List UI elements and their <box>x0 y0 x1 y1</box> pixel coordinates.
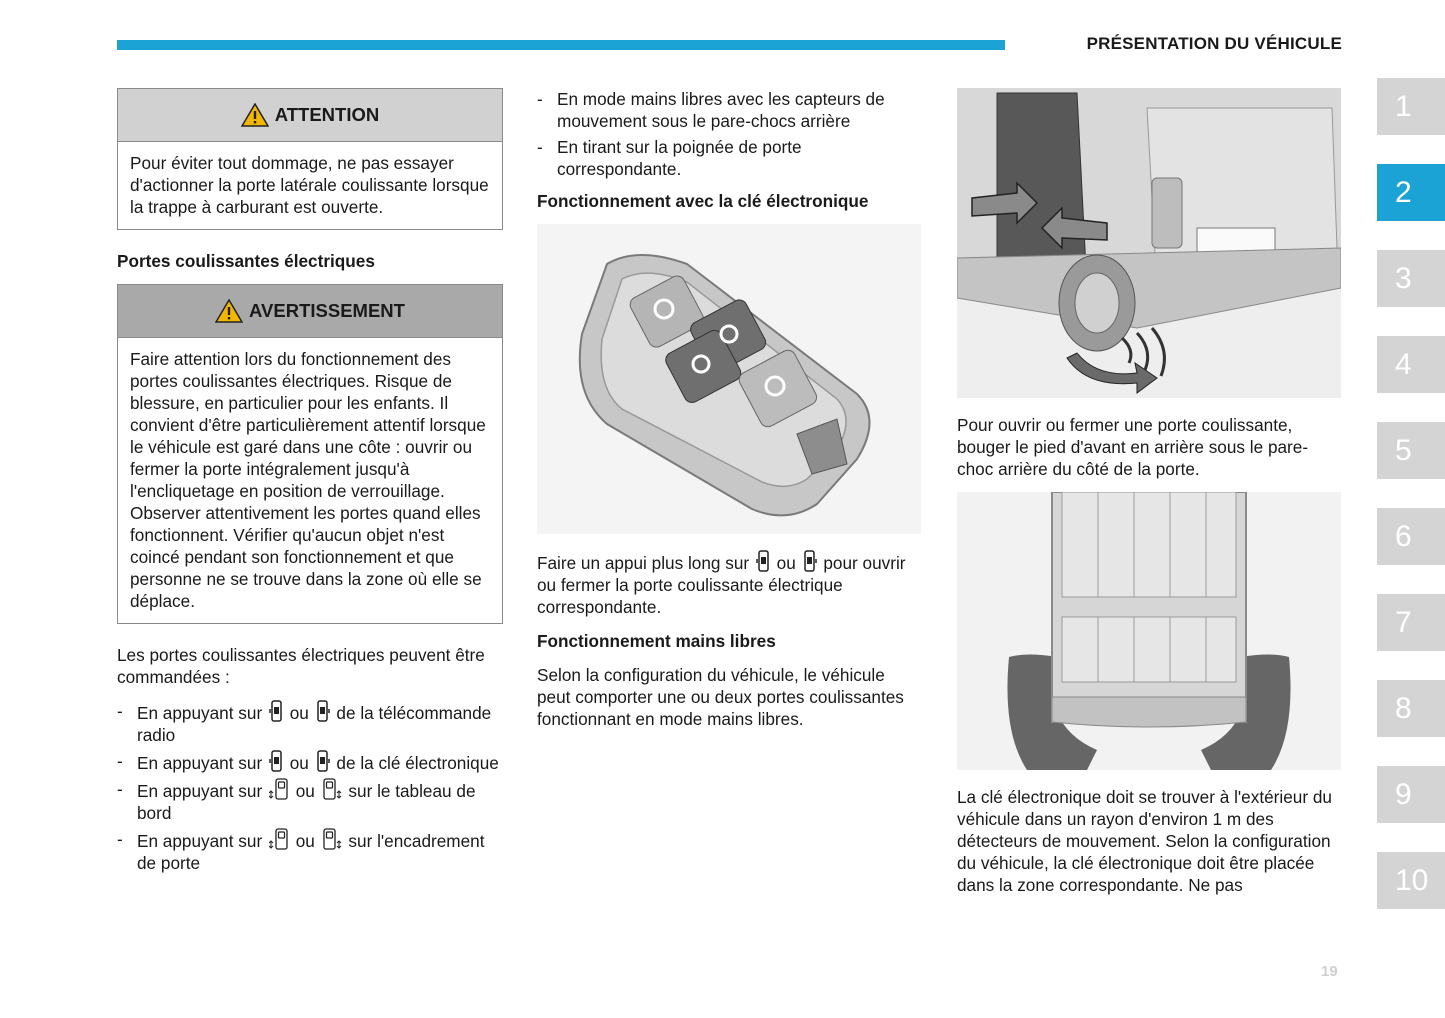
attention-title: ATTENTION <box>274 104 380 125</box>
chapter-tab-4[interactable]: 4 <box>1377 336 1445 393</box>
right-sliding-door-switch-icon <box>322 778 342 800</box>
attention-box <box>117 88 503 230</box>
chapter-tab-1[interactable]: 1 <box>1377 78 1445 135</box>
warning-text: Faire attention lors du fonctionnement des portes coulissantes électriques. Risque de blessure, en particulier pour les enfants. Il convient d'être particulièrement attentif lorsque le véhicule est garé dans une côte : ouvrir ou fermer la porte intégralement jusqu'à l'encliquetage en position de verrouillage. Observer attentivement les portes quand elles fonctionnent. Vérifier qu'aucun objet n'est coincé pendant son fonctionnement et que personne ne se trouve dans la zone où elle se déplace. <box>130 349 486 611</box>
right-sliding-door-switch-icon <box>322 828 342 850</box>
list-item-text: de la télécommande radio <box>137 703 492 745</box>
attention-text: Pour éviter tout dommage, ne pas essayer d'actionner la porte latérale coulissante lorsque la trappe à carburant est ouverte. <box>130 153 489 217</box>
left-door-button-icon <box>269 750 283 772</box>
list-item-text: ou <box>289 703 309 723</box>
key-instruction <box>537 550 923 618</box>
warning-title: AVERTISSEMENT <box>249 300 405 321</box>
header-accent-bar <box>117 40 1005 50</box>
right-door-button-icon <box>316 750 330 772</box>
list-item-text: En appuyant sur <box>137 781 263 801</box>
subheading-electronic-key: Fonctionnement avec la clé électronique <box>537 191 869 211</box>
section-title: PRÉSENTATION DU VÉHICULE <box>1086 34 1342 53</box>
column-right <box>957 88 1343 908</box>
key-range-text: La clé électronique doit se trouver à l'extérieur du véhicule dans un rayon d'environ 1 m des détecteurs de mouvement. Selon la configuration du véhicule, la clé électronique doit être placée dans la zone correspondante. Ne pas <box>957 787 1332 895</box>
list-item <box>117 750 503 774</box>
warning-triangle-icon <box>241 103 269 127</box>
subheading-hands-free: Fonctionnement mains libres <box>537 631 776 651</box>
chapter-tab-2[interactable]: 2 <box>1377 164 1445 221</box>
key-instruction-text: ou <box>776 553 796 573</box>
warning-box <box>117 284 503 624</box>
list-item-text: sur le tableau de bord <box>137 781 476 823</box>
page-number: 19 <box>1321 963 1338 980</box>
list-item: - En tirant sur la poignée de porte correspondante. <box>537 136 923 180</box>
list-item-text: En appuyant sur <box>137 753 263 773</box>
list-item: - En mode mains libres avec les capteurs de mouvement sous le pare-chocs arrière <box>537 88 923 132</box>
attention-box-header <box>118 89 502 142</box>
list-item-text: sur l'encadrement de porte <box>137 831 485 873</box>
key-instruction-text: pour ouvrir ou fermer la porte coulissante électrique correspondante. <box>537 553 906 617</box>
control-list-continued <box>537 88 923 180</box>
left-sliding-door-switch-icon <box>269 778 289 800</box>
column-middle <box>537 88 923 742</box>
list-item-text: de la clé électronique <box>336 753 499 773</box>
left-sliding-door-switch-icon <box>269 828 289 850</box>
list-item-text: En appuyant sur <box>137 703 263 723</box>
control-list <box>117 700 503 874</box>
list-item <box>117 828 503 874</box>
list-item <box>117 700 503 746</box>
list-item-text: ou <box>295 831 315 851</box>
list-item-text: En appuyant sur <box>137 831 263 851</box>
hands-free-text: Selon la configuration du véhicule, le véhicule peut comporter une ou deux portes coulissantes fonctionnant en mode mains libres. <box>537 665 904 729</box>
column-left <box>117 88 503 884</box>
chapter-tab-3[interactable]: 3 <box>1377 250 1445 307</box>
left-door-button-icon <box>756 550 770 572</box>
key-instruction-text: Faire un appui plus long sur <box>537 553 750 573</box>
van-top-view-detection-zones-illustration <box>957 492 1341 770</box>
left-door-button-icon <box>269 700 283 722</box>
right-door-button-icon <box>316 700 330 722</box>
foot-sensor-text: Pour ouvrir ou fermer une porte coulissante, bouger le pied d'avant en arrière sous le pare-choc arrière du côté de la porte. <box>957 415 1309 479</box>
chapter-tab-8[interactable]: 8 <box>1377 680 1445 737</box>
chapter-tab-5[interactable]: 5 <box>1377 422 1445 479</box>
van-rear-foot-sensor-illustration <box>957 88 1341 398</box>
warning-triangle-icon <box>215 299 243 323</box>
list-item-text: ou <box>295 781 315 801</box>
chapter-tab-7[interactable]: 7 <box>1377 594 1445 651</box>
list-item-text: ou <box>289 753 309 773</box>
warning-box-header <box>118 285 502 338</box>
section-heading: Portes coulissantes électriques <box>117 251 375 271</box>
electronic-key-illustration <box>537 224 921 534</box>
intro-text: Les portes coulissantes électriques peuvent être commandées : <box>117 645 485 687</box>
chapter-tab-9[interactable]: 9 <box>1377 766 1445 823</box>
chapter-tab-6[interactable]: 6 <box>1377 508 1445 565</box>
right-door-button-icon <box>803 550 817 572</box>
list-item <box>117 778 503 824</box>
chapter-tab-10[interactable]: 10 <box>1377 852 1445 909</box>
